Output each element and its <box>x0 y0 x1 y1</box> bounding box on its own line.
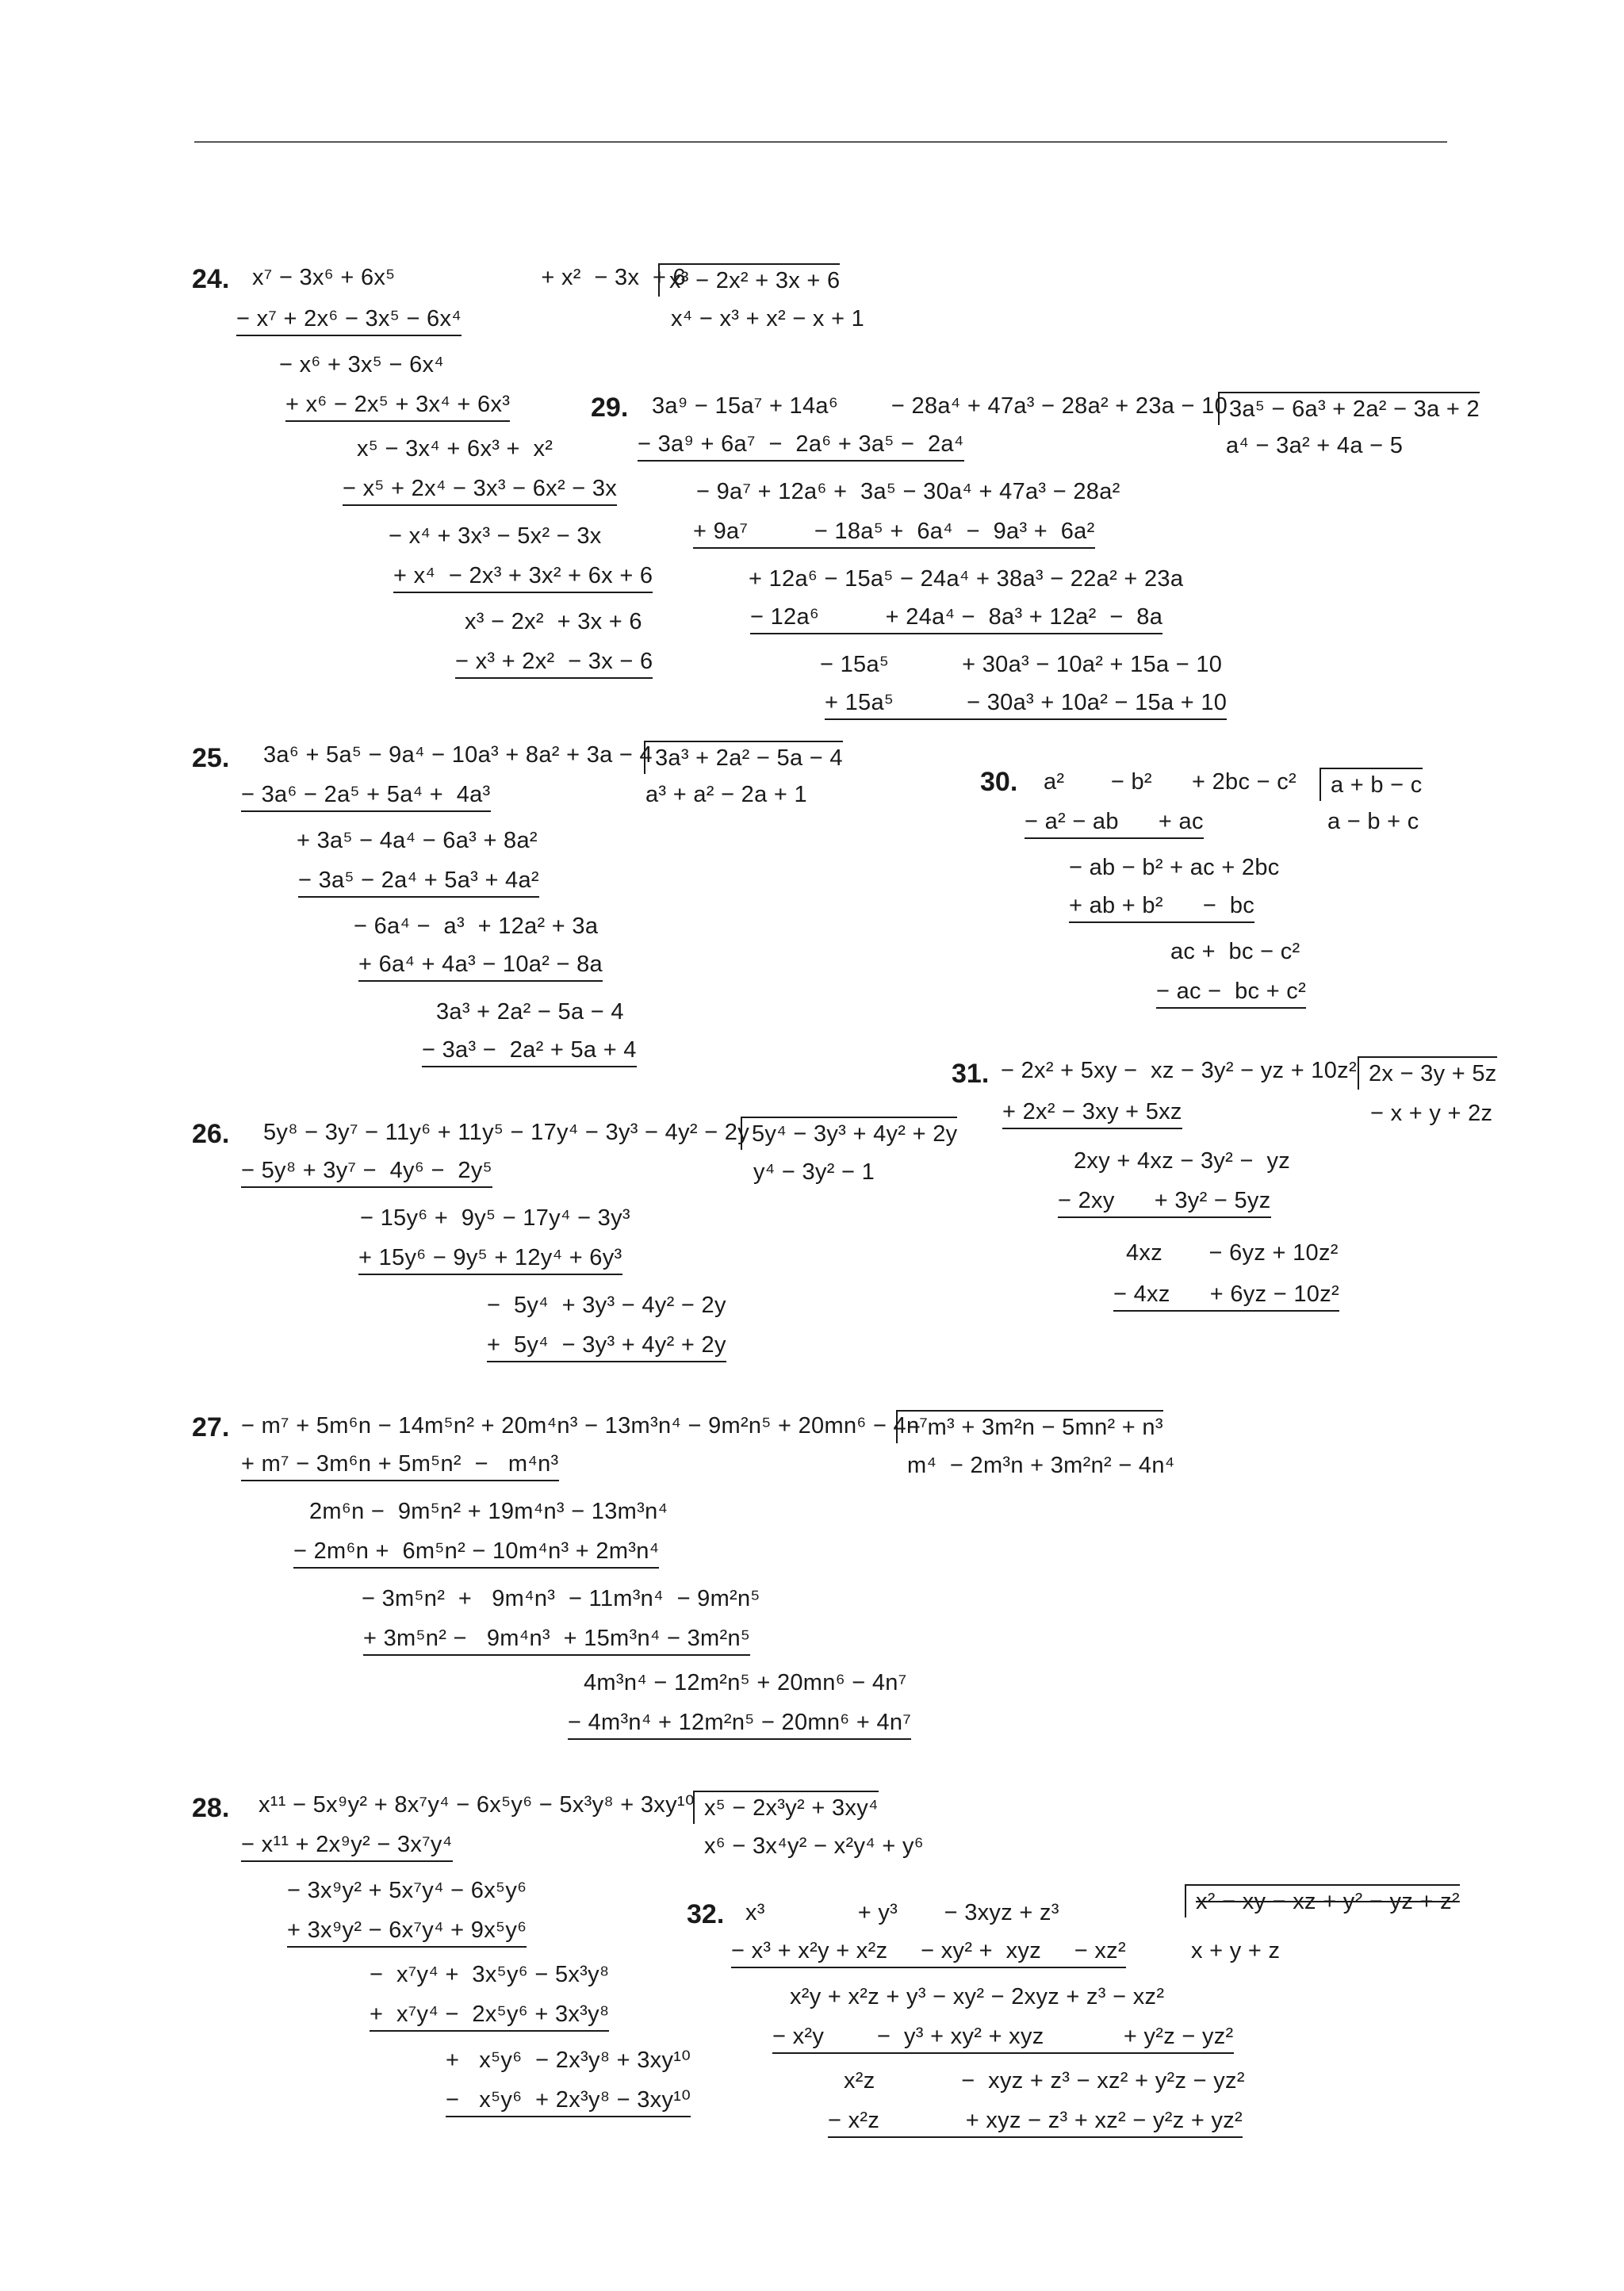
step-line: − 15a⁵ + 30a³ − 10a² + 15a − 10 <box>820 652 1223 677</box>
step-line: − 3m⁵n² + 9m⁴n³ − 11m³n⁴ − 9m²n⁵ <box>362 1586 760 1611</box>
quotient: a³ + a² − 2a + 1 <box>645 782 807 807</box>
quotient: x⁶ − 3x⁴y² − x²y⁴ + y⁶ <box>704 1833 924 1859</box>
step-line: + 3a⁵ − 4a⁴ − 6a³ + 8a² <box>297 828 538 853</box>
step-line: x⁵ − 3x⁴ + 6x³ + x² <box>357 436 553 462</box>
step-line: + 12a⁶ − 15a⁵ − 24a⁴ + 38a³ − 22a² + 23a <box>749 566 1184 592</box>
quotient: a⁴ − 3a² + 4a − 5 <box>1226 433 1404 458</box>
step-line: − ab − b² + ac + 2bc <box>1069 855 1280 880</box>
step-line: + ab + b² − bc <box>1069 890 1254 923</box>
step-line: + 15y⁶ − 9y⁵ + 12y⁴ + 6y³ <box>358 1242 622 1275</box>
step-line: 4xz − 6yz + 10z² <box>1126 1240 1339 1266</box>
step-line: x²y + x²z + y³ − xy² − 2xyz + z³ − xz² <box>790 1984 1165 2009</box>
step-line: − x²y − y³ + xy² + xyz + y²z − yz² <box>772 2021 1234 2054</box>
dividend: a² − b² + 2bc − c² <box>1044 769 1297 795</box>
step-line: − x¹¹ + 2x⁹y² − 3x⁷y⁴ <box>241 1829 453 1862</box>
step-line: + 15a⁵ − 30a³ + 10a² − 15a + 10 <box>825 687 1227 720</box>
step-line: x³ − 2x² + 3x + 6 <box>465 609 642 634</box>
problem-number: 30. <box>980 767 1018 797</box>
divisor: x⁵ − 2x³y² + 3xy⁴ <box>693 1791 879 1824</box>
quotient: x + y + z <box>1191 1938 1281 1963</box>
step-line: − 12a⁶ + 24a⁴ − 8a³ + 12a² − 8a <box>750 601 1162 634</box>
step-line: − a² − ab + ac <box>1025 806 1204 839</box>
quotient: a − b + c <box>1327 809 1419 834</box>
header-rule <box>194 141 1447 143</box>
step-line: − ac − bc + c² <box>1156 975 1306 1009</box>
problem-number: 29. <box>591 393 629 423</box>
step-line: − 3a³ − 2a² + 5a + 4 <box>422 1034 637 1067</box>
dividend: x³ + y³ − 3xyz + z³ <box>745 1900 1059 1925</box>
step-line: − x⁵ + 2x⁴ − 3x³ − 6x² − 3x <box>343 473 617 506</box>
quotient: − x + y + 2z <box>1370 1101 1493 1126</box>
step-line: + x⁶ − 2x⁵ + 3x⁴ + 6x³ <box>285 389 510 422</box>
step-line: − 6a⁴ − a³ + 12a² + 3a <box>354 914 599 939</box>
dividend: 5y⁸ − 3y⁷ − 11y⁶ + 11y⁵ − 17y⁴ − 3y³ − 4y² − 2y <box>263 1120 750 1145</box>
step-line: − x⁷ + 2x⁶ − 3x⁵ − 6x⁴ <box>236 303 462 336</box>
step-line: − x²z + xyz − z³ + xz² − y²z + yz² <box>828 2105 1243 2138</box>
dividend: x¹¹ − 5x⁹y² + 8x⁷y⁴ − 6x⁵y⁶ − 5x³y⁸ + 3xy¹⁰ <box>259 1792 695 1818</box>
step-line: − x⁶ + 3x⁵ − 6x⁴ <box>279 352 445 377</box>
step-line: − x⁷y⁴ + 3x⁵y⁶ − 5x³y⁸ <box>370 1962 610 1987</box>
step-line: − 4xz + 6yz − 10z² <box>1113 1278 1339 1312</box>
step-line: 4m³n⁴ − 12m²n⁵ + 20mn⁶ − 4n⁷ <box>584 1670 907 1695</box>
step-line: − 4m³n⁴ + 12m²n⁵ − 20mn⁶ + 4n⁷ <box>568 1707 911 1740</box>
divisor: 5y⁴ − 3y³ + 4y² + 2y <box>741 1117 957 1150</box>
step-line: − 3x⁹y² + 5x⁷y⁴ − 6x⁵y⁶ <box>287 1878 527 1903</box>
quotient: y⁴ − 3y² − 1 <box>753 1159 875 1185</box>
step-line: x²z − xyz + z³ − xz² + y²z − yz² <box>844 2068 1245 2094</box>
step-line: ac + bc − c² <box>1170 939 1300 964</box>
problem-number: 31. <box>952 1059 990 1089</box>
quotient: m⁴ − 2m³n + 3m²n² − 4n⁴ <box>907 1453 1175 1478</box>
step-line: − 2m⁶n + 6m⁵n² − 10m⁴n³ + 2m³n⁴ <box>293 1535 659 1569</box>
step-line: − 9a⁷ + 12a⁶ + 3a⁵ − 30a⁴ + 47a³ − 28a² <box>696 479 1120 504</box>
step-line: 3a³ + 2a² − 5a − 4 <box>436 999 624 1025</box>
step-line: + 6a⁴ + 4a³ − 10a² − 8a <box>358 948 603 982</box>
step-line: − 3a⁹ + 6a⁷ − 2a⁶ + 3a⁵ − 2a⁴ <box>638 428 964 462</box>
problem-number: 26. <box>192 1119 230 1149</box>
problem-number: 24. <box>192 264 230 294</box>
problem-number: 28. <box>192 1793 230 1823</box>
step-line: − x³ + 2x² − 3x − 6 <box>455 646 653 679</box>
step-line: − 3a⁶ − 2a⁵ + 5a⁴ + 4a³ <box>241 779 491 812</box>
divisor: x² − xy − xz + y² − yz + z² <box>1185 1884 1460 1917</box>
divisor: a + b − c <box>1320 768 1423 801</box>
quotient: x⁴ − x³ + x² − x + 1 <box>671 306 865 331</box>
step-line: − x⁵y⁶ + 2x³y⁸ − 3xy¹⁰ <box>446 2084 691 2117</box>
step-line: 2xy + 4xz − 3y² − yz <box>1074 1148 1291 1174</box>
step-line: − 5y⁴ + 3y³ − 4y² − 2y <box>487 1293 726 1318</box>
step-line: + x⁴ − 2x³ + 3x² + 6x + 6 <box>393 560 653 593</box>
dividend: − 2x² + 5xy − xz − 3y² − yz + 10z² <box>1001 1058 1357 1083</box>
step-line: − 5y⁸ + 3y⁷ − 4y⁶ − 2y⁵ <box>241 1155 492 1188</box>
step-line: + 5y⁴ − 3y³ + 4y² + 2y <box>487 1329 726 1362</box>
step-line: + m⁷ − 3m⁶n + 5m⁵n² − m⁴n³ <box>241 1448 559 1481</box>
divisor: x³ − 2x² + 3x + 6 <box>658 263 840 297</box>
step-line: + 2x² − 3xy + 5xz <box>1002 1096 1182 1129</box>
problem-number: 25. <box>192 743 230 773</box>
step-line: + 3x⁹y² − 6x⁷y⁴ + 9x⁵y⁶ <box>287 1914 527 1948</box>
step-line: − 3a⁵ − 2a⁴ + 5a³ + 4a² <box>298 864 539 898</box>
problem-number: 27. <box>192 1412 230 1442</box>
dividend: 3a⁶ + 5a⁵ − 9a⁴ − 10a³ + 8a² + 3a − 4 <box>263 742 653 768</box>
divisor: 2x − 3y + 5z <box>1358 1056 1497 1090</box>
dividend: − m⁷ + 5m⁶n − 14m⁵n² + 20m⁴n³ − 13m³n⁴ − 9m²n⁵ + 20mn⁶ − 4n⁷ <box>241 1413 929 1439</box>
step-line: − x⁴ + 3x³ − 5x² − 3x <box>389 523 602 549</box>
step-line: + x⁵y⁶ − 2x³y⁸ + 3xy¹⁰ <box>446 2048 691 2073</box>
dividend: 3a⁹ − 15a⁷ + 14a⁶ − 28a⁴ + 47a³ − 28a² + 23a − 10 <box>652 393 1228 419</box>
dividend: x⁷ − 3x⁶ + 6x⁵ + x² − 3x + 6 <box>252 265 686 290</box>
divisor: 3a⁵ − 6a³ + 2a² − 3a + 2 <box>1218 392 1480 425</box>
step-line: − x³ + x²y + x²z − xy² + xyz − xz² <box>731 1935 1126 1968</box>
step-line: + 9a⁷ − 18a⁵ + 6a⁴ − 9a³ + 6a² <box>693 515 1095 549</box>
divisor: 3a³ + 2a² − 5a − 4 <box>644 741 843 774</box>
step-line: 2m⁶n − 9m⁵n² + 19m⁴n³ − 13m³n⁴ <box>309 1499 668 1524</box>
divisor: − m³ + 3m²n − 5mn² + n³ <box>896 1410 1163 1443</box>
step-line: − 15y⁶ + 9y⁵ − 17y⁴ − 3y³ <box>360 1205 630 1231</box>
step-line: + x⁷y⁴ − 2x⁵y⁶ + 3x³y⁸ <box>370 1998 609 2032</box>
step-line: − 2xy + 3y² − 5yz <box>1058 1185 1271 1218</box>
step-line: + 3m⁵n² − 9m⁴n³ + 15m³n⁴ − 3m²n⁵ <box>363 1622 750 1656</box>
problem-number: 32. <box>687 1899 725 1929</box>
